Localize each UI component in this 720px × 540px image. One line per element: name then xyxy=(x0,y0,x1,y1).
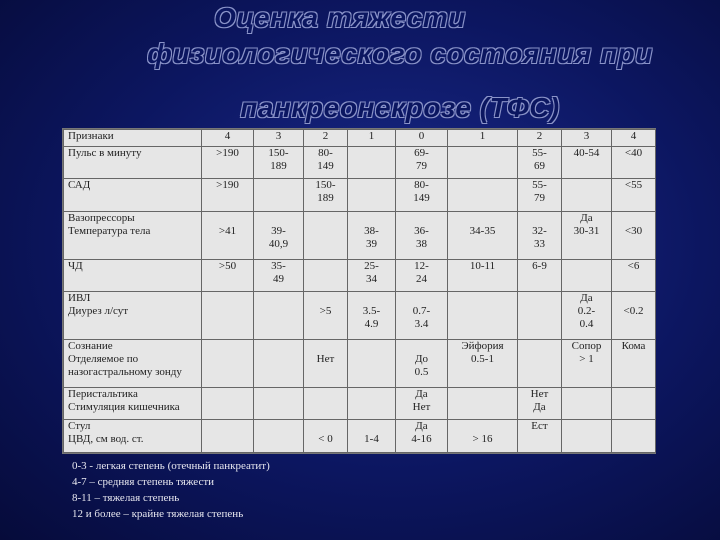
parameter-cell: ЧД xyxy=(64,259,202,291)
score-cell xyxy=(348,146,396,178)
score-cell: Ест xyxy=(518,420,562,453)
score-cell xyxy=(448,179,518,211)
table-row xyxy=(64,179,656,211)
score-cell: 55- 69 xyxy=(518,146,562,178)
score-cell xyxy=(202,292,254,340)
score-cell: 1-4 xyxy=(348,420,396,453)
table-row xyxy=(64,420,656,453)
score-cell: 35- 49 xyxy=(254,259,304,291)
score-cell: 150- 189 xyxy=(304,179,348,211)
parameter-cell: Стул ЦВД, см вод. ст. xyxy=(64,420,202,453)
score-cell: 36- 38 xyxy=(396,211,448,259)
score-cell: >5 xyxy=(304,292,348,340)
score-cell xyxy=(518,292,562,340)
score-cell xyxy=(254,179,304,211)
score-cell xyxy=(518,340,562,388)
score-cell: Сопор > 1 xyxy=(562,340,612,388)
score-cell: Нет xyxy=(304,340,348,388)
table-row xyxy=(64,259,656,291)
score-cell: Да 0.2- 0.4 xyxy=(562,292,612,340)
score-cell: 2 xyxy=(304,130,348,147)
score-cell: 1 xyxy=(348,130,396,147)
title-line-2: физиологического состояния при xyxy=(147,38,653,69)
score-cell xyxy=(562,420,612,453)
table-row xyxy=(64,146,656,178)
parameter-cell: Сознание Отделяемое по назогастральному зонду xyxy=(64,340,202,388)
parameter-cell: САД xyxy=(64,179,202,211)
title-line-3: панкреонекрозе (ТФС) xyxy=(240,92,560,123)
table-row xyxy=(64,292,656,340)
score-cell: Нет Да xyxy=(518,388,562,420)
header-label-cell: Признаки xyxy=(64,130,202,147)
title-line-1: Оценка тяжести xyxy=(214,2,466,33)
score-cell: Да 30-31 xyxy=(562,211,612,259)
score-cell: Да Нет xyxy=(396,388,448,420)
score-cell xyxy=(348,388,396,420)
score-cell: 3.5- 4.9 xyxy=(348,292,396,340)
score-cell xyxy=(254,292,304,340)
score-cell: 80- 149 xyxy=(304,146,348,178)
score-cell: Эйфория 0.5-1 xyxy=(448,340,518,388)
score-cell: <55 xyxy=(612,179,656,211)
score-cell xyxy=(254,340,304,388)
score-cell: 32- 33 xyxy=(518,211,562,259)
score-cell: 39- 40,9 xyxy=(254,211,304,259)
score-cell: >50 xyxy=(202,259,254,291)
score-cell: 0.7- 3.4 xyxy=(396,292,448,340)
parameter-cell: Перистальтика Стимуляция кишечника xyxy=(64,388,202,420)
scoring-table-box xyxy=(62,128,656,454)
table-body xyxy=(64,130,656,453)
score-cell xyxy=(254,420,304,453)
score-cell: 3 xyxy=(254,130,304,147)
score-cell: > 16 xyxy=(448,420,518,453)
score-cell: 25- 34 xyxy=(348,259,396,291)
score-cell: 80- 149 xyxy=(396,179,448,211)
parameter-cell: Вазопрессоры Температура тела xyxy=(64,211,202,259)
score-cell xyxy=(448,292,518,340)
score-cell: 2 xyxy=(518,130,562,147)
score-cell xyxy=(562,388,612,420)
score-cell xyxy=(612,420,656,453)
score-cell xyxy=(202,388,254,420)
score-cell: 34-35 xyxy=(448,211,518,259)
score-cell: 4 xyxy=(612,130,656,147)
score-cell xyxy=(448,146,518,178)
parameter-cell: Пульс в минуту xyxy=(64,146,202,178)
score-cell xyxy=(448,388,518,420)
score-cell: 55- 79 xyxy=(518,179,562,211)
score-cell: 150- 189 xyxy=(254,146,304,178)
table-header-row xyxy=(64,130,656,147)
score-cell xyxy=(612,388,656,420)
score-cell: Кома xyxy=(612,340,656,388)
legend-item: 12 и более – крайне тяжелая степень xyxy=(72,508,244,520)
score-cell xyxy=(304,388,348,420)
score-cell: 6-9 xyxy=(518,259,562,291)
score-cell: <6 xyxy=(612,259,656,291)
score-cell xyxy=(202,420,254,453)
legend-item: 8-11 – тяжелая степень xyxy=(72,492,180,504)
table-row xyxy=(64,340,656,388)
score-cell xyxy=(562,259,612,291)
score-cell: <40 xyxy=(612,146,656,178)
score-cell xyxy=(254,388,304,420)
score-cell xyxy=(348,340,396,388)
score-cell xyxy=(348,179,396,211)
score-cell: <30 xyxy=(612,211,656,259)
score-cell: 12- 24 xyxy=(396,259,448,291)
score-cell: 10-11 xyxy=(448,259,518,291)
score-cell: 38- 39 xyxy=(348,211,396,259)
score-cell xyxy=(304,259,348,291)
score-cell: <0.2 xyxy=(612,292,656,340)
score-cell: 0 xyxy=(396,130,448,147)
score-cell: 3 xyxy=(562,130,612,147)
legend-item: 4-7 – средняя степень тяжести xyxy=(72,476,215,488)
score-cell: Да 4-16 xyxy=(396,420,448,453)
table-row xyxy=(64,388,656,420)
scoring-table xyxy=(63,129,656,453)
score-cell: >190 xyxy=(202,146,254,178)
score-cell: 1 xyxy=(448,130,518,147)
score-cell: 40-54 xyxy=(562,146,612,178)
severity-legend xyxy=(72,458,492,522)
score-cell: До 0.5 xyxy=(396,340,448,388)
score-cell: 69- 79 xyxy=(396,146,448,178)
table-row xyxy=(64,211,656,259)
parameter-cell: ИВЛ Диурез л/сут xyxy=(64,292,202,340)
score-cell xyxy=(304,211,348,259)
score-cell xyxy=(562,179,612,211)
score-cell xyxy=(202,340,254,388)
score-cell: < 0 xyxy=(304,420,348,453)
legend-item: 0-3 - легкая степень (отечный панкреатит) xyxy=(72,460,270,472)
score-cell: >41 xyxy=(202,211,254,259)
score-cell: >190 xyxy=(202,179,254,211)
score-cell: 4 xyxy=(202,130,254,147)
